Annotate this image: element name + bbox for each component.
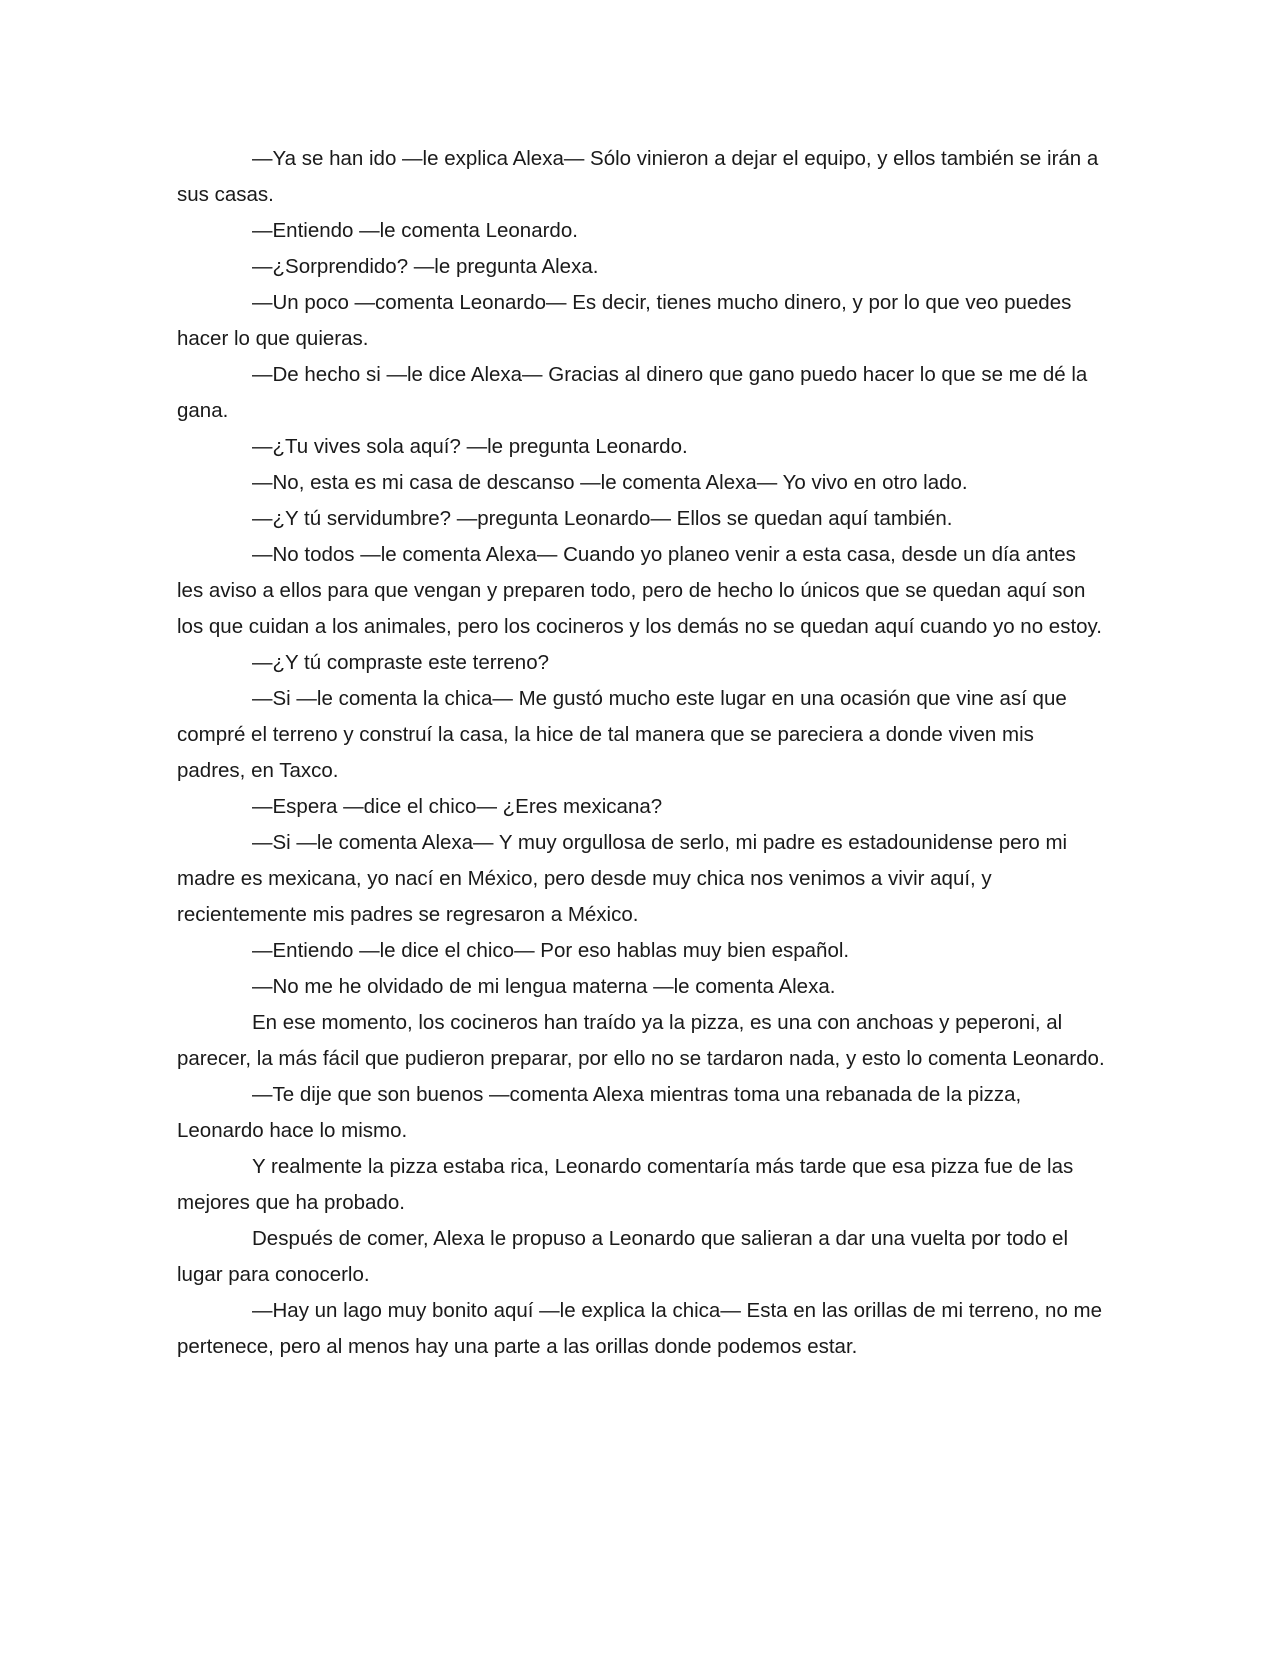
paragraph: Y realmente la pizza estaba rica, Leonardo comentaría más tarde que esa pizza fue de las mejores que ha probado. — [177, 1155, 1074, 1214]
paragraph: —Si —le comenta Alexa— Y muy orgullosa de serlo, mi padre es estadounidense pero mi madre es mexicana, yo nací en México, pero desde muy chica nos venimos a vivir aquí, y recientemente mis padres se regresaron a México. — [177, 831, 1068, 926]
paragraph: —Espera —dice el chico— ¿Eres mexicana? — [252, 795, 663, 818]
paragraph: —¿Sorprendido? —le pregunta Alexa. — [252, 255, 599, 278]
paragraph: —De hecho si —le dice Alexa— Gracias al dinero que gano puedo hacer lo que se me dé la gana. — [177, 363, 1088, 422]
paragraph: —Entiendo —le comenta Leonardo. — [252, 219, 578, 242]
paragraph: —¿Y tú servidumbre? —pregunta Leonardo— Ellos se quedan aquí también. — [252, 507, 953, 530]
paragraph: —No todos —le comenta Alexa— Cuando yo planeo venir a esta casa, desde un día antes les aviso a ellos para que vengan y preparen todo, pero de hecho lo únicos que se quedan aquí son los que cuidan a los animales, pero los cocineros y los demás no se quedan aquí cuando yo no estoy. — [177, 543, 1102, 638]
paragraph: —No, esta es mi casa de descanso —le comenta Alexa— Yo vivo en otro lado. — [252, 471, 968, 494]
paragraph: —Entiendo —le dice el chico— Por eso hablas muy bien español. — [252, 939, 850, 962]
paragraph: —Te dije que son buenos —comenta Alexa mientras toma una rebanada de la pizza, Leonardo hace lo mismo. — [177, 1083, 1022, 1142]
paragraph: —Ya se han ido —le explica Alexa— Sólo vinieron a dejar el equipo, y ellos también se irán a sus casas. — [177, 147, 1099, 206]
paragraph: —¿Tu vives sola aquí? —le pregunta Leonardo. — [252, 435, 688, 458]
paragraph: —Si —le comenta la chica— Me gustó mucho este lugar en una ocasión que vine así que compré el terreno y construí la casa, la hice de tal manera que se pareciera a donde viven mis padres, en Taxco. — [177, 687, 1067, 782]
paragraph: —Hay un lago muy bonito aquí —le explica la chica— Esta en las orillas de mi terreno, no me pertenece, pero al menos hay una parte a las orillas donde podemos estar. — [177, 1299, 1103, 1358]
paragraph: —No me he olvidado de mi lengua materna —le comenta Alexa. — [252, 975, 836, 998]
paragraph: Después de comer, Alexa le propuso a Leonardo que salieran a dar una vuelta por todo el lugar para conocerlo. — [177, 1227, 1068, 1286]
document-page — [177, 141, 1107, 1365]
paragraph: —¿Y tú compraste este terreno? — [252, 651, 550, 674]
paragraph: En ese momento, los cocineros han traído ya la pizza, es una con anchoas y peperoni, al parecer, la más fácil que pudieron preparar, por ello no se tardaron nada, y esto lo comenta Leonardo. — [177, 1011, 1105, 1070]
paragraph: —Un poco —comenta Leonardo— Es decir, tienes mucho dinero, y por lo que veo puedes hacer lo que quieras. — [177, 291, 1072, 350]
